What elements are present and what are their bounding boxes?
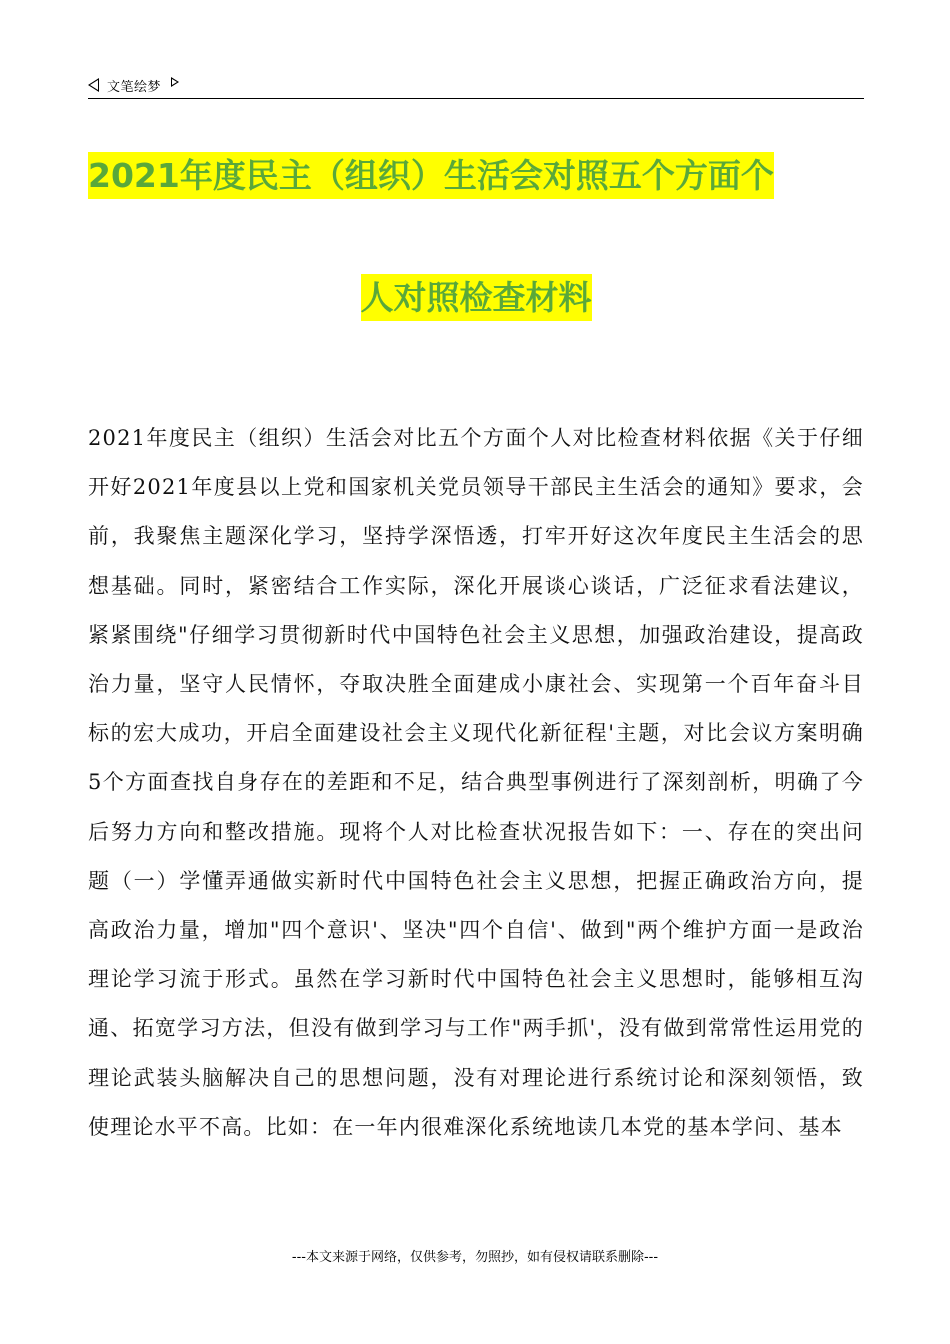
document-title-line-1 bbox=[88, 152, 864, 200]
title-highlight-2: 人对照检查材料 bbox=[361, 274, 592, 321]
footer-notice: ---本文来源于网络，仅供参考，勿照抄，如有侵权请联系删除--- bbox=[291, 1250, 659, 1265]
triangle-left-icon bbox=[88, 78, 99, 92]
title-highlight-1: 2021年度民主（组织）生活会对照五个方面个 bbox=[88, 152, 774, 199]
triangle-right-icon bbox=[171, 77, 179, 87]
body-paragraph: 2021年度民主（组织）生活会对比五个方面个人对比检查材料依据《关于仔细开好2021年度县以上党和国家机关党员领导干部民主生活会的通知》要求，会前，我聚焦主题深化学习，坚持学深悟透，打牢开好这次年度民主生活会的思想基础。同时，紧密结合工作实际，深化开展谈心谈话，广泛征求看法建议，紧紧围绕"仔细学习贯彻新时代中国特色社会主义思想，加强政治建设，提高政治力量，坚守人民情怀，夺取决胜全面建成小康社会、实现第一个百年奋斗目标的宏大成功，开启全面建设社会主义现代化新征程'主题，对比会议方案明确5个方面查找自身存在的差距和不足，结合典型事例进行了深刻剖析，明确了今后努力方向和整改措施。现将个人对比检查状况报告如下：一、存在的突出问题（一）学懂弄通做实新时代中国特色社会主义思想，把握正确政治方向，提高政治力量，增加"四个意识'、坚决"四个自信'、做到"两个维护方面一是政治理论学习流于形式。虽然在学习新时代中国特色社会主义思想时，能够相互沟通、拓宽学习方法，但没有做到学习与工作"两手抓'，没有做到常常性运用党的理论武装头脑解决自己的思想问题，没有对理论进行系统讨论和深刻领悟，致使理论水平不高。比如：在一年内很难深化系统地读几本党的基本学问、基本 bbox=[88, 426, 864, 1139]
page-header bbox=[88, 72, 864, 99]
document-title-line-2 bbox=[88, 274, 864, 322]
header-brand: 文笔绘梦 bbox=[107, 79, 162, 95]
